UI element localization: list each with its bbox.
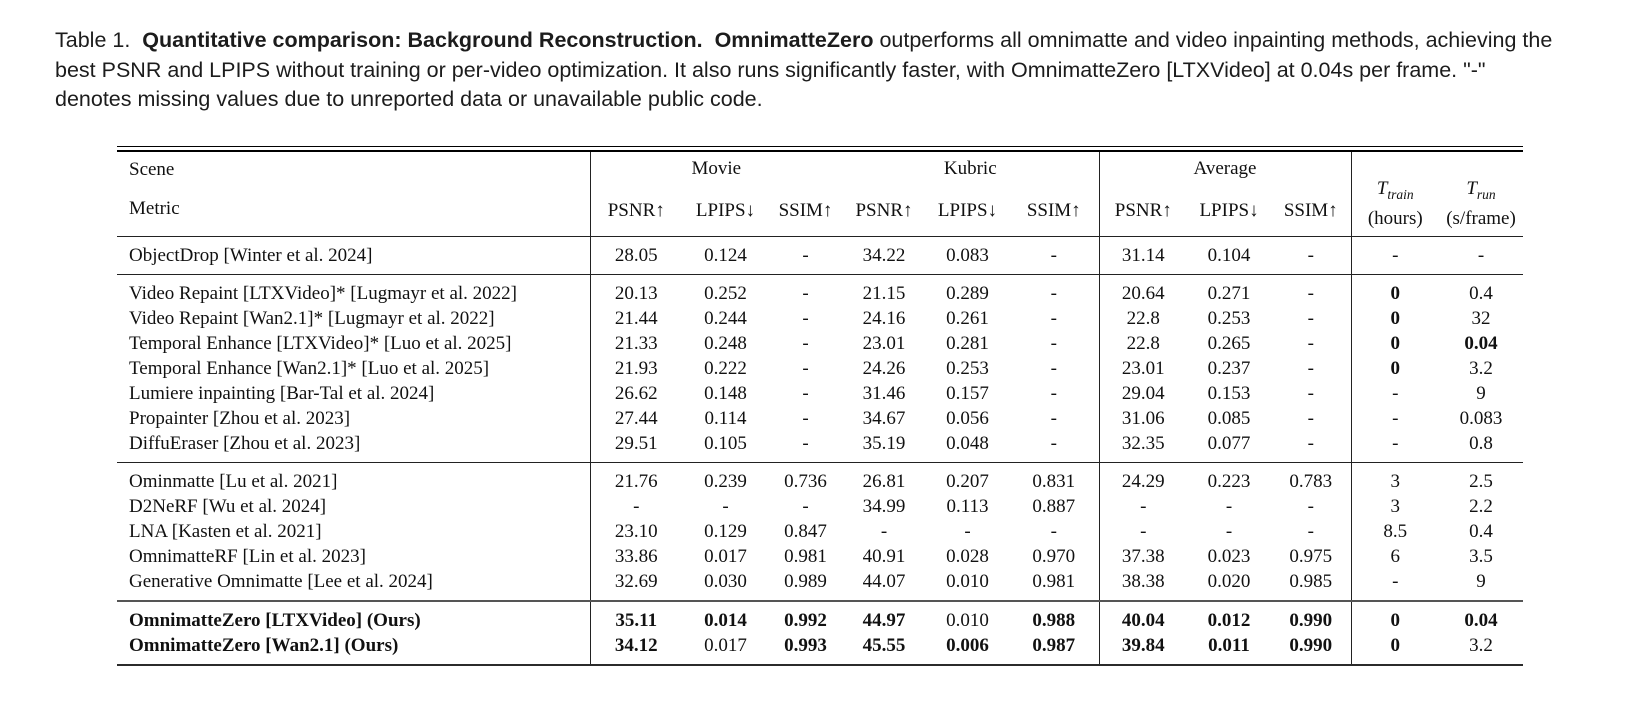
value-cell: 38.38 xyxy=(1099,569,1187,601)
value-cell: - xyxy=(1009,274,1099,306)
value-cell: - xyxy=(802,244,809,266)
method-label: OmnimatteRF [Lin et al. 2023] xyxy=(129,545,366,567)
value-cell: 44.97 xyxy=(842,601,926,633)
caption-label: Table 1. xyxy=(55,28,131,52)
caption-subject: OmnimatteZero xyxy=(714,28,874,52)
value-cell: 2.5 xyxy=(1439,462,1523,494)
value-cell: - xyxy=(1307,244,1314,266)
table-row xyxy=(117,633,1523,665)
value-cell: 0.289 xyxy=(926,274,1009,306)
value-cell: 39.84 xyxy=(1099,633,1187,665)
value-cell: - xyxy=(1099,494,1187,519)
value-cell: - xyxy=(802,307,809,329)
value-cell: 0.975 xyxy=(1289,545,1333,567)
value-cell: 0.207 xyxy=(926,462,1009,494)
value-cell: - xyxy=(1050,357,1057,379)
value-cell: 0.124 xyxy=(704,244,747,266)
value-cell: 0.105 xyxy=(704,432,747,454)
value-cell: - xyxy=(1050,382,1057,404)
t-run-unit: (s/frame) xyxy=(1446,207,1516,229)
value-cell: 0.981 xyxy=(784,545,827,567)
value-cell: 0.083 xyxy=(1459,407,1503,429)
value-cell: 0.010 xyxy=(926,601,1009,633)
value-cell: - xyxy=(769,274,842,306)
value-cell: 24.16 xyxy=(862,307,906,329)
value-cell: 0.985 xyxy=(1289,570,1333,592)
results-table xyxy=(117,146,1523,666)
value-cell: - xyxy=(1307,357,1314,379)
table-row xyxy=(117,331,1523,356)
method-label: Temporal Enhance [LTXVideo]* [Luo et al. 2025] xyxy=(129,332,512,354)
value-cell: 0.244 xyxy=(704,307,747,329)
value-cell: - xyxy=(1307,432,1314,454)
value-cell: 0.988 xyxy=(1009,601,1099,633)
table-body xyxy=(117,236,1523,665)
table-row xyxy=(117,274,1523,306)
value-cell: - xyxy=(1050,307,1057,329)
value-cell: 29.04 xyxy=(1099,381,1187,406)
value-cell: - xyxy=(1307,407,1314,429)
column-header-kubric-lpips: LPIPS↓ xyxy=(926,186,1009,237)
column-header-scene-metric xyxy=(117,152,590,237)
value-cell: 31.14 xyxy=(1099,236,1187,274)
value-cell: 35.11 xyxy=(590,601,682,633)
value-cell: 21.15 xyxy=(842,274,926,306)
value-cell: 32.69 xyxy=(590,569,682,601)
column-header-movie-ssim: SSIM↑ xyxy=(769,186,842,237)
value-cell: 9 xyxy=(1476,382,1486,404)
value-cell: 0.011 xyxy=(1208,634,1250,656)
value-cell: 0.736 xyxy=(769,462,842,494)
table-row xyxy=(117,462,1523,494)
value-cell: - xyxy=(880,520,888,542)
value-cell: 0.056 xyxy=(946,407,989,429)
value-cell: 0.989 xyxy=(784,570,827,592)
value-cell: 0.222 xyxy=(704,357,747,379)
caption-title: Quantitative comparison: Background Reconstruction. xyxy=(142,28,703,52)
value-cell: 34.22 xyxy=(862,244,906,266)
value-cell: 24.26 xyxy=(862,357,906,379)
value-cell: 33.86 xyxy=(590,544,682,569)
value-cell: 0.253 xyxy=(1207,307,1251,329)
value-cell: - xyxy=(1477,244,1485,266)
value-cell: - xyxy=(802,495,809,517)
method-label: OmnimatteZero [LTXVideo] (Ours) xyxy=(117,601,590,633)
table-row xyxy=(117,569,1523,601)
value-cell: 0.993 xyxy=(784,634,827,656)
method-label: DiffuEraser [Zhou et al. 2023] xyxy=(129,432,361,454)
value-cell: - xyxy=(1351,381,1439,406)
value-cell: 32 xyxy=(1471,307,1491,329)
value-cell: 31.06 xyxy=(1099,406,1187,431)
method-label: Lumiere inpainting [Bar-Tal et al. 2024] xyxy=(129,382,435,404)
value-cell: 0 xyxy=(1351,633,1439,665)
group-header-movie: Movie xyxy=(590,152,842,186)
value-cell: 21.93 xyxy=(590,356,682,381)
value-cell: 0.253 xyxy=(946,357,989,379)
value-cell: 0.04 xyxy=(1439,601,1523,633)
column-header-movie-psnr: PSNR↑ xyxy=(590,186,682,237)
column-header-kubric-ssim: SSIM↑ xyxy=(1009,186,1099,237)
value-cell: 0.014 xyxy=(682,601,769,633)
value-cell: 0.104 xyxy=(1207,244,1251,266)
value-cell: 3 xyxy=(1351,462,1439,494)
table-row xyxy=(117,431,1523,463)
value-cell: 0.006 xyxy=(946,634,989,656)
value-cell: 0 xyxy=(1351,306,1439,331)
value-cell: 0.887 xyxy=(1032,495,1076,517)
value-cell: 0.281 xyxy=(946,332,989,354)
value-cell: - xyxy=(722,495,729,517)
value-cell: 23.01 xyxy=(862,332,906,354)
value-cell: 27.44 xyxy=(590,406,682,431)
metric-label: Metric xyxy=(129,197,180,219)
value-cell: 45.55 xyxy=(862,634,906,656)
header-group-row xyxy=(117,152,1523,186)
value-cell: 21.44 xyxy=(590,306,682,331)
value-cell: - xyxy=(1351,431,1439,463)
value-cell: - xyxy=(1271,274,1351,306)
value-cell: 0.077 xyxy=(1207,432,1251,454)
column-header-movie-lpips: LPIPS↓ xyxy=(682,186,769,237)
value-cell: 29.51 xyxy=(590,431,682,463)
value-cell: 0.987 xyxy=(1032,634,1076,656)
value-cell: 0.783 xyxy=(1271,462,1351,494)
value-cell: 22.8 xyxy=(1099,306,1187,331)
table-row xyxy=(117,381,1523,406)
table-row xyxy=(117,306,1523,331)
value-cell: - xyxy=(590,494,682,519)
value-cell: 0.113 xyxy=(946,495,989,517)
value-cell: 34.12 xyxy=(590,633,682,665)
value-cell: - xyxy=(1307,332,1314,354)
value-cell: 20.13 xyxy=(590,274,682,306)
value-cell: 21.76 xyxy=(590,462,682,494)
table-row xyxy=(117,236,1523,274)
method-label: D2NeRF [Wu et al. 2024] xyxy=(129,495,327,517)
method-label: Temporal Enhance [Wan2.1]* [Luo et al. 2025] xyxy=(129,357,490,379)
value-cell: 0 xyxy=(1351,331,1439,356)
table-caption xyxy=(55,26,1555,115)
value-cell: 0.153 xyxy=(1207,382,1251,404)
value-cell: 0.271 xyxy=(1187,274,1271,306)
value-cell: 0.083 xyxy=(946,244,989,266)
value-cell: 0.252 xyxy=(682,274,769,306)
value-cell: 0.992 xyxy=(769,601,842,633)
scene-label: Scene xyxy=(129,158,175,180)
value-cell: 0.248 xyxy=(704,332,747,354)
value-cell: 21.33 xyxy=(590,331,682,356)
method-label: Ominmatte [Lu et al. 2021] xyxy=(117,462,590,494)
value-cell: - xyxy=(1050,432,1057,454)
value-cell: 0.981 xyxy=(1032,570,1076,592)
value-cell: 0 xyxy=(1351,274,1439,306)
table-row xyxy=(117,601,1523,633)
value-cell: - xyxy=(964,520,971,542)
value-cell: 0.148 xyxy=(704,382,747,404)
method-label: Propainter [Zhou et al. 2023] xyxy=(129,407,351,429)
value-cell: 0.129 xyxy=(704,520,747,542)
value-cell: - xyxy=(1050,407,1057,429)
group-header-kubric: Kubric xyxy=(943,157,997,179)
value-cell: 3.2 xyxy=(1469,357,1493,379)
value-cell: - xyxy=(1351,406,1439,431)
value-cell: 0.4 xyxy=(1469,520,1493,542)
value-cell: 35.19 xyxy=(862,432,906,454)
value-cell: - xyxy=(1225,520,1233,542)
column-header-kubric-psnr: PSNR↑ xyxy=(842,186,926,237)
value-cell: 0.017 xyxy=(704,634,747,656)
table-row xyxy=(117,356,1523,381)
value-cell: 0.030 xyxy=(704,570,747,592)
value-cell: 20.64 xyxy=(1099,274,1187,306)
value-cell: 34.67 xyxy=(862,407,906,429)
value-cell: - xyxy=(802,432,809,454)
table-row xyxy=(117,519,1523,544)
value-cell: 0.990 xyxy=(1289,634,1333,656)
value-cell: - xyxy=(802,382,809,404)
value-cell: 0.970 xyxy=(1032,545,1076,567)
value-cell: 0.237 xyxy=(1207,357,1251,379)
value-cell: 0.157 xyxy=(946,382,989,404)
method-label: Video Repaint [LTXVideo]* [Lugmayr et al. 2022] xyxy=(117,274,590,306)
value-cell: - xyxy=(802,357,809,379)
value-cell: 0.017 xyxy=(704,545,747,567)
value-cell: 28.05 xyxy=(590,236,682,274)
value-cell: 0.261 xyxy=(946,307,989,329)
value-cell: 0.023 xyxy=(1207,545,1251,567)
value-cell: 0.028 xyxy=(946,545,989,567)
method-label: Video Repaint [Wan2.1]* [Lugmayr et al. 2022] xyxy=(129,307,495,329)
t-train-symbol: T xyxy=(1376,177,1388,199)
caption-body: outperforms all omnimatte and video inpainting methods, achieving the best PSNR and LPIPS without training or per-video optimization. It also runs significantly faster, with OmnimatteZero [LTXVideo] at 0.04s per frame. "-" denotes missing values due to unreported data or unavailable public code. xyxy=(55,28,1553,111)
value-cell: 37.38 xyxy=(1099,544,1187,569)
value-cell: 0.04 xyxy=(1464,332,1498,354)
value-cell: 23.01 xyxy=(1099,356,1187,381)
value-cell: 31.46 xyxy=(862,382,906,404)
value-cell: 0.8 xyxy=(1469,432,1493,454)
value-cell: 0 xyxy=(1351,356,1439,381)
column-header-average-psnr: PSNR↑ xyxy=(1099,186,1187,237)
value-cell: 0.239 xyxy=(682,462,769,494)
table-row xyxy=(117,544,1523,569)
method-label: OmnimatteZero [Wan2.1] (Ours) xyxy=(129,634,399,656)
value-cell: 0.990 xyxy=(1271,601,1351,633)
value-cell: 34.99 xyxy=(862,495,906,517)
value-cell: 0.012 xyxy=(1187,601,1271,633)
value-cell: 0.847 xyxy=(784,520,827,542)
value-cell: 0.114 xyxy=(704,407,747,429)
value-cell: 8.5 xyxy=(1351,519,1439,544)
column-header-average-ssim: SSIM↑ xyxy=(1271,186,1351,237)
quantitative-table xyxy=(117,152,1523,666)
column-header-average-lpips: LPIPS↓ xyxy=(1187,186,1271,237)
value-cell: 24.29 xyxy=(1099,462,1187,494)
value-cell: 0.010 xyxy=(946,570,989,592)
column-header-t-run xyxy=(1439,152,1523,237)
value-cell: 0.085 xyxy=(1207,407,1251,429)
value-cell: 3.5 xyxy=(1469,545,1493,567)
value-cell: 3.2 xyxy=(1469,634,1493,656)
value-cell: 26.81 xyxy=(842,462,926,494)
value-cell: 0.048 xyxy=(946,432,989,454)
value-cell: 0.831 xyxy=(1009,462,1099,494)
column-header-t-train xyxy=(1351,152,1439,237)
value-cell: 23.10 xyxy=(590,519,682,544)
group-header-average: Average xyxy=(1099,152,1351,186)
value-cell: 3 xyxy=(1351,494,1439,519)
t-train-subscript: train xyxy=(1387,186,1414,202)
t-run-subscript: run xyxy=(1476,186,1496,202)
value-cell: - xyxy=(802,407,809,429)
table-row xyxy=(117,406,1523,431)
t-train-unit: (hours) xyxy=(1367,207,1423,229)
value-cell: 32.35 xyxy=(1099,431,1187,463)
value-cell: - xyxy=(1050,332,1057,354)
value-cell: - xyxy=(1050,244,1057,266)
value-cell: 44.07 xyxy=(862,570,906,592)
value-cell: - xyxy=(1307,382,1314,404)
value-cell: 0.265 xyxy=(1207,332,1251,354)
value-cell: - xyxy=(1307,495,1314,517)
value-cell: - xyxy=(1307,520,1314,542)
value-cell: - xyxy=(802,332,809,354)
value-cell: 26.62 xyxy=(590,381,682,406)
value-cell: - xyxy=(1351,569,1439,601)
value-cell: 0 xyxy=(1351,601,1439,633)
value-cell: 0.4 xyxy=(1439,274,1523,306)
value-cell: - xyxy=(1351,236,1439,274)
value-cell: 2.2 xyxy=(1469,495,1493,517)
t-run-symbol: T xyxy=(1466,177,1477,199)
value-cell: 22.8 xyxy=(1099,331,1187,356)
value-cell: 40.04 xyxy=(1099,601,1187,633)
value-cell: 0.223 xyxy=(1187,462,1271,494)
method-label: Generative Omnimatte [Lee et al. 2024] xyxy=(129,570,433,592)
value-cell: 0.020 xyxy=(1207,570,1251,592)
value-cell: - xyxy=(1307,307,1314,329)
value-cell: 9 xyxy=(1476,570,1486,592)
value-cell: - xyxy=(1225,495,1233,517)
table-row xyxy=(117,494,1523,519)
value-cell: - xyxy=(1099,519,1187,544)
method-label: ObjectDrop [Winter et al. 2024] xyxy=(129,244,373,266)
value-cell: 40.91 xyxy=(862,545,906,567)
method-label: LNA [Kasten et al. 2021] xyxy=(129,520,322,542)
value-cell: 6 xyxy=(1351,544,1439,569)
value-cell: - xyxy=(1050,520,1057,542)
